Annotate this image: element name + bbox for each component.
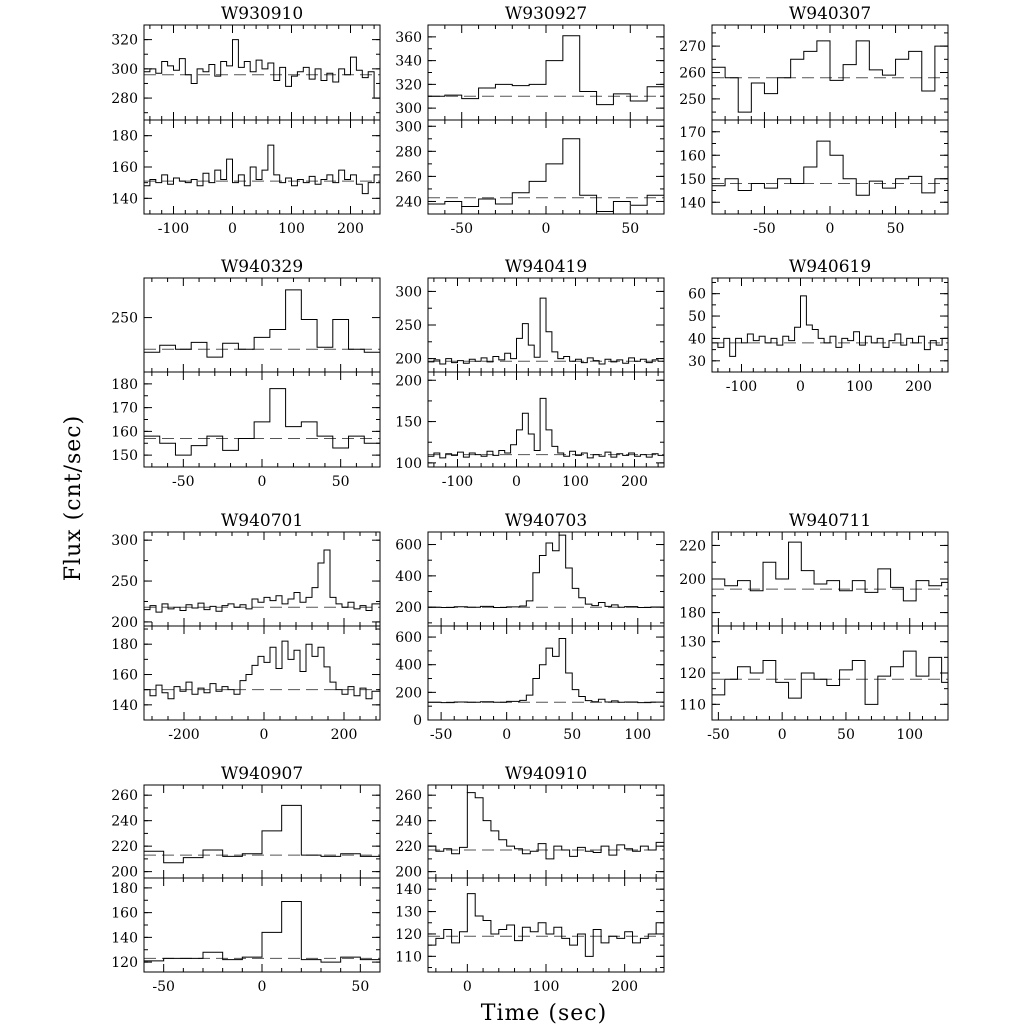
x-tick-label: 0 bbox=[796, 379, 805, 395]
y-tick-label: 280 bbox=[395, 144, 422, 161]
y-tick-label: 200 bbox=[395, 864, 422, 881]
y-tick-label: 260 bbox=[395, 788, 422, 805]
y-tick-label: 180 bbox=[111, 637, 138, 654]
y-tick-label: 600 bbox=[395, 537, 422, 554]
y-tick-label: 400 bbox=[395, 657, 422, 674]
x-tick-label: 100 bbox=[562, 474, 589, 490]
y-tick-label: 300 bbox=[395, 101, 422, 118]
x-tick-label: -200 bbox=[168, 727, 200, 743]
y-tick-label: 150 bbox=[679, 171, 706, 188]
y-tick-label: 200 bbox=[395, 600, 422, 617]
y-tick-label: 240 bbox=[395, 813, 422, 830]
y-tick-label: 220 bbox=[395, 839, 422, 856]
x-tick-label: 50 bbox=[331, 474, 350, 490]
y-tick-label: 180 bbox=[111, 376, 138, 393]
y-tick-label: 150 bbox=[111, 448, 138, 465]
y-tick-label: 200 bbox=[111, 864, 138, 881]
panels-group bbox=[111, 4, 948, 995]
x-tick-label: 50 bbox=[886, 221, 905, 237]
y-tick-label: 160 bbox=[111, 160, 138, 176]
y-tick-label: 600 bbox=[395, 630, 422, 647]
panel-W940619 bbox=[688, 257, 948, 395]
x-tick-label: 0 bbox=[777, 727, 787, 743]
flux-trace-lower-4 bbox=[428, 398, 664, 457]
panel-title: W940703 bbox=[504, 511, 588, 531]
x-tick-label: -100 bbox=[157, 221, 190, 237]
frame-lower-7 bbox=[428, 626, 664, 720]
frame-lower-6 bbox=[144, 626, 380, 720]
flux-trace-upper-10 bbox=[428, 793, 664, 859]
y-tick-label: 300 bbox=[111, 61, 138, 78]
panel-W940711 bbox=[679, 511, 948, 743]
y-tick-label: 140 bbox=[111, 191, 138, 208]
flux-trace-upper-4 bbox=[428, 298, 664, 364]
x-tick-label: 0 bbox=[228, 221, 237, 237]
panel-title: W940711 bbox=[788, 511, 872, 531]
y-tick-label: 250 bbox=[395, 318, 422, 334]
panel-title: W940329 bbox=[220, 257, 304, 277]
x-tick-label: -100 bbox=[725, 379, 758, 395]
flux-trace-lower-9 bbox=[144, 902, 380, 963]
y-axis-label: Flux (cnt/sec) bbox=[61, 414, 86, 582]
panel-title: W940910 bbox=[504, 764, 588, 784]
x-tick-label: 100 bbox=[532, 979, 560, 995]
panel-title: W930910 bbox=[220, 4, 304, 24]
x-tick-label: 50 bbox=[563, 727, 582, 743]
y-tick-label: 200 bbox=[395, 351, 422, 368]
y-tick-label: 260 bbox=[679, 65, 706, 82]
flux-trace-lower-0 bbox=[144, 145, 380, 194]
frame-upper-8 bbox=[712, 532, 948, 626]
flux-trace-upper-2 bbox=[712, 41, 948, 112]
panel-title: W940307 bbox=[788, 4, 872, 24]
flux-trace-upper-1 bbox=[428, 36, 664, 105]
x-tick-label: 100 bbox=[624, 727, 652, 743]
panel-title: W930927 bbox=[504, 4, 588, 24]
y-tick-label: 60 bbox=[688, 286, 706, 303]
flux-trace-upper-9 bbox=[144, 805, 380, 862]
y-tick-label: 240 bbox=[111, 813, 138, 830]
flux-trace-upper-5 bbox=[712, 296, 948, 356]
x-tick-label: 0 bbox=[541, 221, 551, 237]
y-tick-label: 30 bbox=[688, 353, 706, 370]
flux-trace-lower-7 bbox=[428, 638, 664, 702]
y-tick-label: 250 bbox=[679, 91, 706, 108]
y-tick-label: 320 bbox=[111, 32, 138, 49]
y-tick-label: 110 bbox=[679, 697, 706, 714]
panel-title: W940907 bbox=[220, 764, 304, 784]
panel-W940701 bbox=[111, 511, 380, 743]
y-tick-label: 140 bbox=[111, 697, 138, 714]
y-tick-label: 40 bbox=[688, 331, 706, 348]
flux-trace-upper-3 bbox=[144, 290, 380, 357]
flux-trace-upper-6 bbox=[144, 550, 380, 612]
panel-W940329 bbox=[111, 257, 380, 490]
x-tick-label: -100 bbox=[441, 474, 474, 490]
x-tick-label: 100 bbox=[278, 221, 305, 237]
y-tick-label: 120 bbox=[395, 926, 422, 943]
y-tick-label: 200 bbox=[111, 614, 138, 631]
y-tick-label: 160 bbox=[111, 667, 138, 684]
x-tick-label: 0 bbox=[512, 474, 521, 490]
frame-lower-8 bbox=[712, 626, 948, 720]
x-tick-label: 0 bbox=[825, 221, 835, 237]
y-tick-label: 170 bbox=[679, 124, 706, 141]
x-tick-label: 200 bbox=[611, 979, 639, 995]
flux-trace-lower-2 bbox=[712, 141, 948, 195]
panel-W940419 bbox=[395, 257, 664, 490]
frame-upper-10 bbox=[428, 785, 664, 878]
x-tick-label: 200 bbox=[905, 379, 932, 395]
panel-title: W940701 bbox=[220, 511, 304, 531]
frame-lower-2 bbox=[712, 120, 948, 214]
panel-title: W940619 bbox=[788, 257, 872, 277]
x-tick-label: 0 bbox=[259, 727, 269, 743]
y-tick-label: 240 bbox=[395, 194, 422, 211]
panel-W940907 bbox=[111, 764, 380, 995]
y-tick-label: 270 bbox=[679, 39, 706, 56]
y-tick-label: 300 bbox=[395, 119, 422, 136]
y-tick-label: 50 bbox=[688, 309, 706, 326]
x-axis-label: Time (sec) bbox=[480, 1001, 608, 1026]
y-tick-label: 220 bbox=[111, 839, 138, 856]
y-tick-label: 250 bbox=[111, 310, 138, 327]
y-tick-label: 120 bbox=[111, 955, 138, 972]
frame-upper-6 bbox=[144, 532, 380, 626]
panel-title: W940419 bbox=[504, 257, 588, 277]
y-tick-label: 180 bbox=[679, 605, 706, 622]
y-tick-label: 160 bbox=[111, 424, 138, 441]
x-tick-label: 100 bbox=[896, 727, 924, 743]
x-tick-label: -50 bbox=[753, 221, 776, 237]
x-tick-label: 0 bbox=[257, 474, 267, 490]
y-tick-label: 200 bbox=[679, 572, 706, 588]
x-tick-label: 200 bbox=[621, 474, 648, 490]
x-tick-label: 200 bbox=[337, 221, 364, 237]
y-tick-label: 400 bbox=[395, 568, 422, 585]
y-tick-label: 280 bbox=[111, 91, 138, 108]
x-tick-label: 0 bbox=[502, 727, 512, 743]
x-tick-label: -50 bbox=[429, 727, 453, 743]
x-tick-label: -50 bbox=[152, 979, 175, 995]
flux-trace-lower-10 bbox=[428, 894, 664, 957]
y-tick-label: 130 bbox=[395, 904, 422, 921]
y-tick-label: 250 bbox=[111, 574, 138, 591]
x-tick-label: 50 bbox=[621, 221, 640, 237]
y-tick-label: 300 bbox=[395, 284, 422, 301]
y-tick-label: 340 bbox=[395, 53, 422, 70]
y-tick-label: 140 bbox=[111, 930, 138, 947]
frame-lower-3 bbox=[144, 372, 380, 467]
y-tick-label: 260 bbox=[111, 788, 138, 805]
panel-W940307 bbox=[679, 4, 948, 237]
y-tick-label: 360 bbox=[395, 29, 422, 46]
frame-upper-3 bbox=[144, 278, 380, 372]
x-tick-label: 0 bbox=[462, 979, 472, 995]
x-tick-label: 50 bbox=[837, 727, 855, 743]
panel-W940910 bbox=[395, 764, 664, 995]
x-tick-label: 100 bbox=[846, 379, 873, 395]
x-tick-label: -50 bbox=[707, 727, 730, 743]
y-tick-label: 220 bbox=[679, 538, 706, 555]
frame-lower-0 bbox=[144, 120, 380, 214]
y-tick-label: 320 bbox=[395, 77, 422, 94]
y-tick-label: 0 bbox=[413, 713, 422, 729]
x-tick-label: -50 bbox=[450, 221, 473, 237]
y-tick-label: 170 bbox=[111, 400, 138, 417]
x-tick-label: 0 bbox=[257, 979, 267, 995]
x-tick-label: 50 bbox=[351, 979, 370, 995]
y-tick-label: 200 bbox=[395, 685, 422, 702]
flux-trace-lower-3 bbox=[144, 389, 380, 456]
y-tick-label: 200 bbox=[395, 373, 422, 390]
y-tick-label: 260 bbox=[395, 169, 422, 186]
flux-trace-upper-0 bbox=[144, 40, 380, 98]
panel-W940703 bbox=[395, 511, 664, 743]
y-tick-label: 130 bbox=[679, 634, 706, 651]
y-tick-label: 140 bbox=[679, 195, 706, 212]
x-tick-label: 200 bbox=[330, 727, 358, 743]
x-tick-label: -50 bbox=[172, 474, 195, 490]
y-tick-label: 180 bbox=[111, 128, 138, 145]
y-tick-label: 110 bbox=[395, 949, 422, 966]
frame-upper-5 bbox=[712, 278, 948, 372]
flux-trace-upper-8 bbox=[712, 542, 948, 601]
y-tick-label: 120 bbox=[679, 666, 706, 682]
y-tick-label: 160 bbox=[111, 905, 138, 922]
y-tick-label: 140 bbox=[395, 882, 422, 899]
flux-trace-lower-8 bbox=[712, 651, 948, 704]
y-tick-label: 160 bbox=[679, 148, 706, 165]
y-tick-label: 180 bbox=[111, 880, 138, 897]
panel-W930910 bbox=[111, 4, 380, 237]
y-tick-label: 150 bbox=[395, 414, 422, 431]
flux-trace-upper-7 bbox=[428, 535, 664, 607]
flux-trace-lower-1 bbox=[428, 139, 664, 212]
panel-W930927 bbox=[395, 4, 664, 237]
y-tick-label: 100 bbox=[395, 455, 422, 472]
y-tick-label: 300 bbox=[111, 533, 138, 550]
